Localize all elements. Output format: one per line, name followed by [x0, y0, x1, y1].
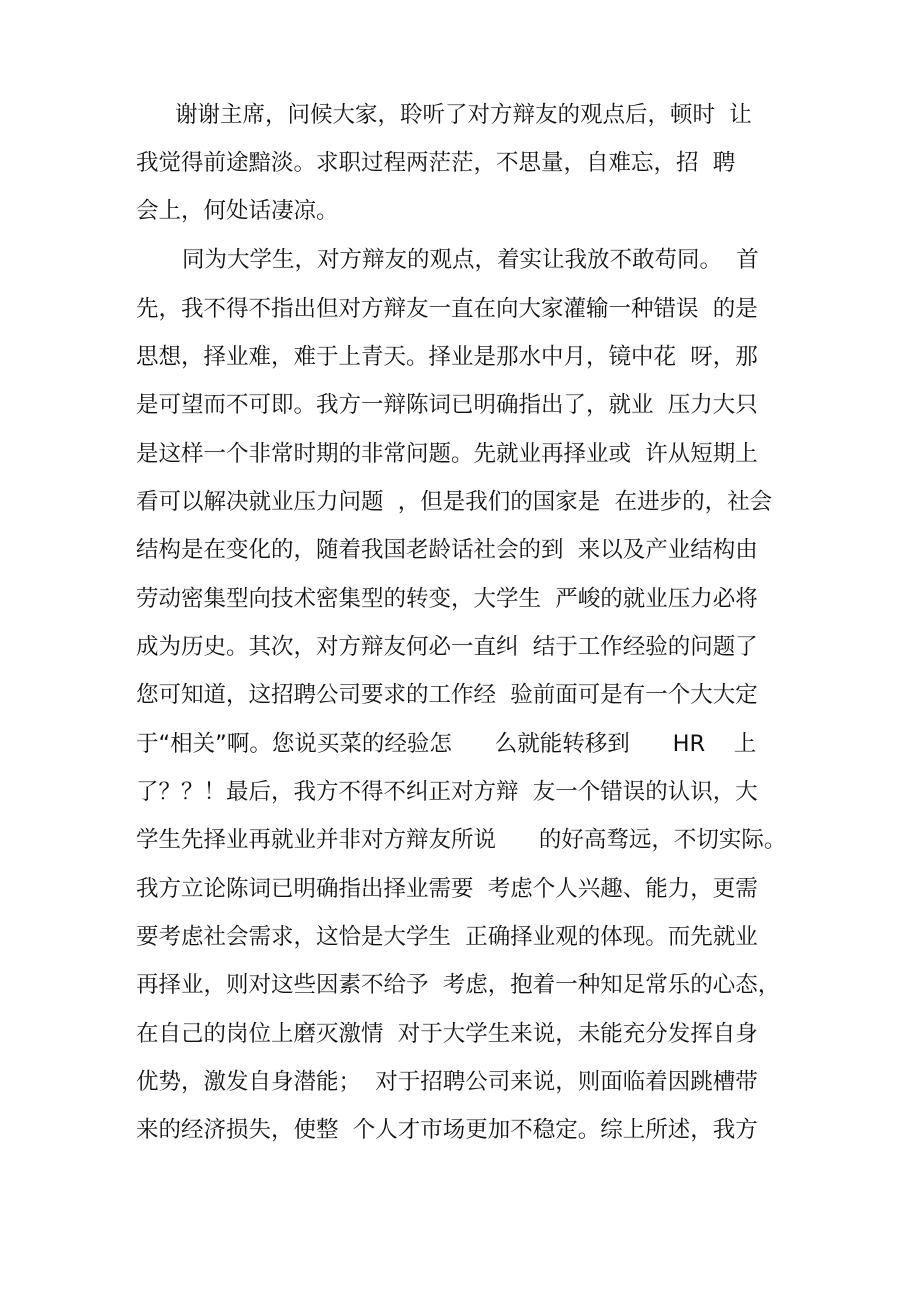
paragraph-2-line-8: 劳动密集型向技术密集型的转变，大学生 严峻的就业压力必将 — [136, 586, 758, 612]
paragraph-1-line-2: 我觉得前途黯淡。求职过程两茫茫，不思量，自难忘，招 聘 — [136, 150, 736, 176]
paragraph-2-line-17: 在自己的岗位上磨灭激情 对于大学生来说，未能充分发挥自身 — [136, 1021, 758, 1047]
paragraph-2-line-19: 来的经济损失，使整 个人才市场更加不稳定。综上所述，我方 — [136, 1117, 758, 1143]
paragraph-2-line-4: 是可望而不可即。我方一辩陈词已明确指出了，就业 压力大只 — [136, 392, 758, 418]
paragraph-2-line-11: 于“相关”啊。您说买菜的经验怎 么就能转移到 HR 上 — [136, 731, 757, 757]
paragraph-2-line-18: 优势，激发自身潜能； 对于招聘公司来说，则面临着因跳槽带 — [136, 1069, 758, 1095]
paragraph-2-line-9: 成为历史。其次，对方辩友何必一直纠 结于工作经验的问题了 — [136, 634, 758, 660]
paragraph-2-line-10: 您可知道，这招聘公司要求的工作经 验前面可是有一个大大定 — [136, 682, 758, 708]
paragraph-1-line-3: 会上，何处话凄凉。 — [136, 198, 339, 224]
paragraph-2-line-3: 思想，择业难，难于上青天。择业是那水中月，镜中花 呀，那 — [136, 344, 758, 370]
paragraph-2-line-13: 学生先择业再就业并非对方辩友所说 的好高骛远，不切实际。 — [136, 827, 787, 853]
paragraph-2-line-1: 同为大学生，对方辩友的观点，着实让我放不敢苟同。 首 — [182, 247, 759, 273]
paragraph-1-line-1: 谢谢主席，问候大家，聆听了对方辩友的观点后，顿时 让 — [175, 102, 752, 128]
paragraph-2-line-15: 要考虑社会需求，这恰是大学生 正确择业观的体现。而先就业 — [136, 924, 758, 950]
paragraph-2-line-2: 先，我不得不指出但对方辩友一直在向大家灌输一种错误 的是 — [136, 296, 758, 322]
paragraph-2-line-6: 看可以解决就业压力问题 ，但是我们的国家是 在进步的，社会 — [136, 489, 773, 515]
paragraph-2-line-7: 结构是在变化的，随着我国老龄话社会的到 来以及产业结构由 — [136, 537, 758, 563]
paragraph-2-line-16: 再择业，则对这些因素不给予 考虑，抱着一种知足常乐的心态， — [136, 972, 781, 998]
paragraph-2-line-14: 我方立论陈词已明确指出择业需要 考虑个人兴趣、能力，更需 — [136, 876, 758, 902]
paragraph-2-line-5: 是这样一个非常时期的非常问题。先就业再择业或 许从短期上 — [136, 441, 758, 467]
paragraph-2-line-12: 了？？！最后，我方不得不纠正对方辩 友一个错误的认识，大 — [136, 779, 758, 805]
